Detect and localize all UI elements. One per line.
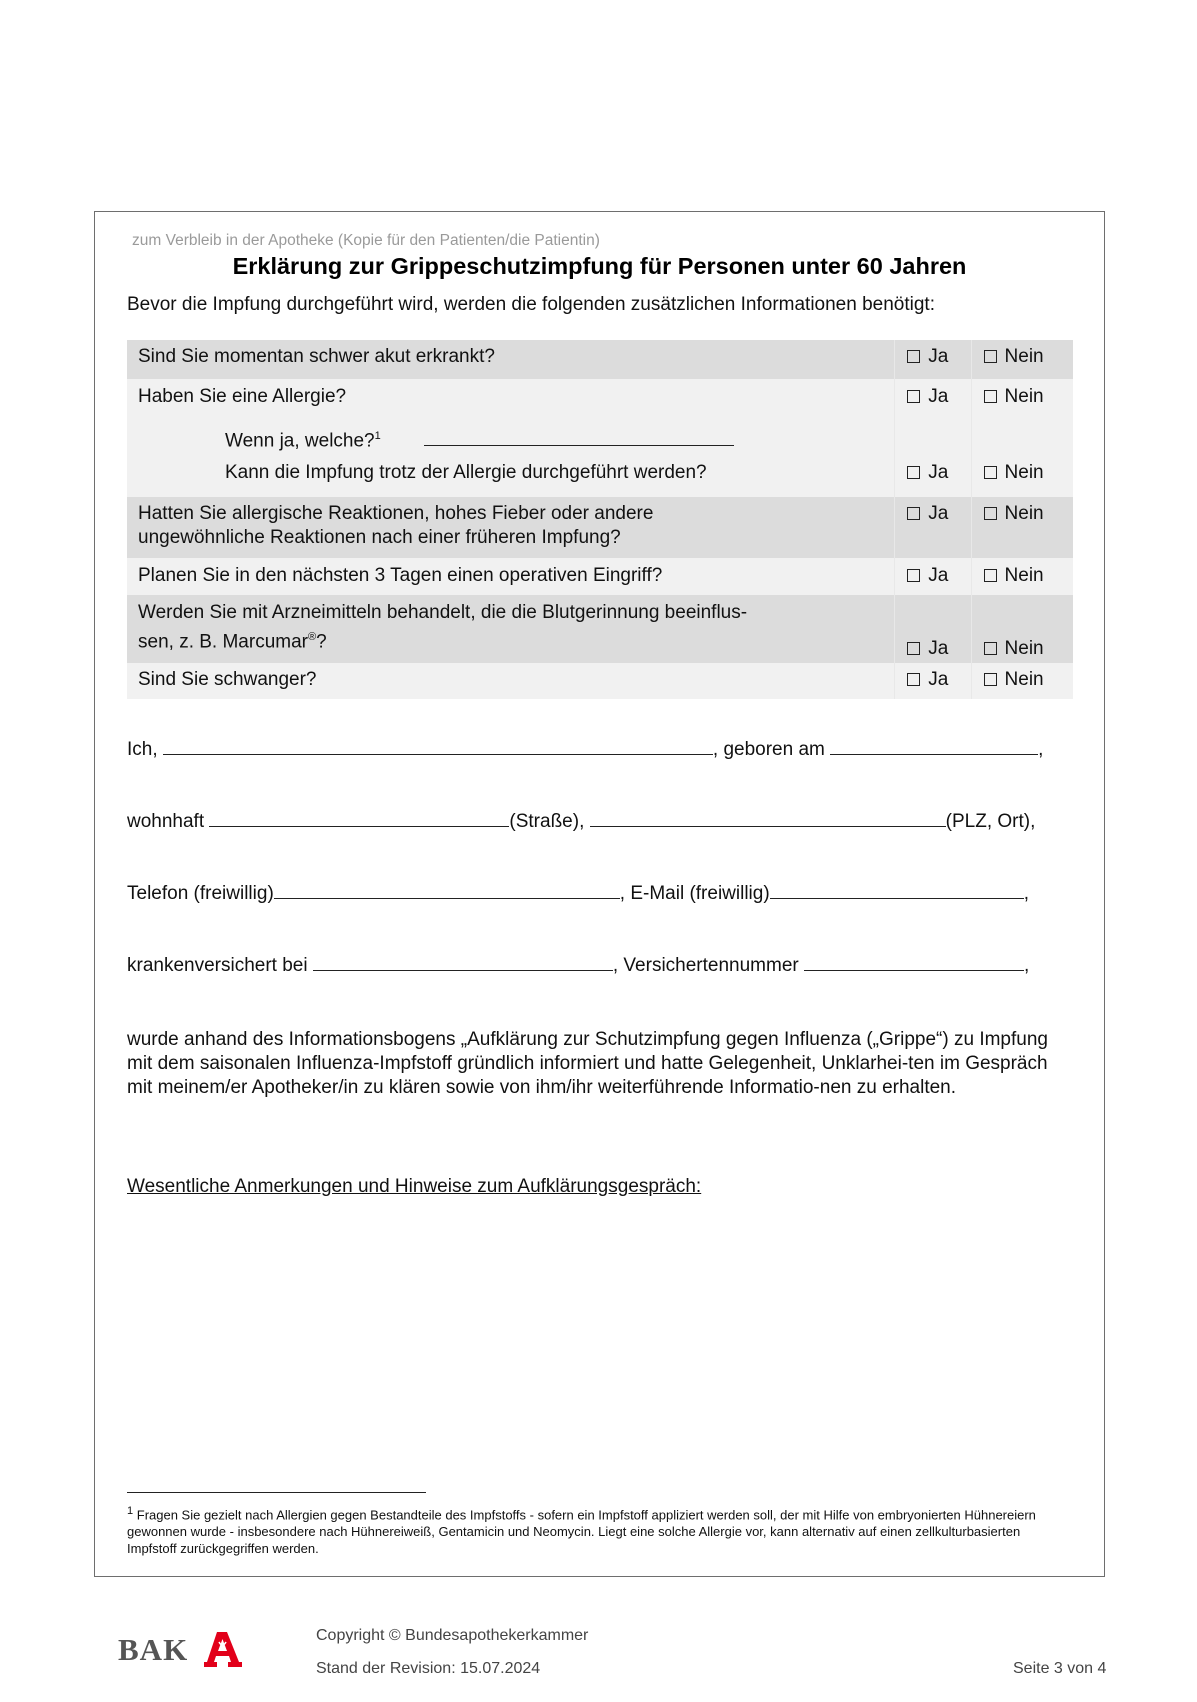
no-option[interactable]: Nein xyxy=(971,663,1073,699)
checkbox-no[interactable] xyxy=(984,466,997,479)
checkbox-no[interactable] xyxy=(984,673,997,686)
question-row xyxy=(127,497,1073,558)
question-text: Sind Sie schwanger? xyxy=(127,663,895,699)
address-line: wohnhaft (Straße), (PLZ, Ort), xyxy=(127,808,1035,833)
consent-text: wurde anhand des Informationsbogens „Aufklärung zur Schutzimpfung gegen Influenza („Grippe“) zu Impfung mit dem saisonalen Influenza-Impfstoff gründlich informiert und hatte Gelegenheit, Unklarhei-ten im Gespräch mit meinem/er Apotheker/in zu klären sowie von ihm/ihr weiterführende Informatio-nen zu erhalten. xyxy=(127,1029,1048,1098)
question-text: Planen Sie in den nächsten 3 Tagen einen operativen Eingriff? xyxy=(127,558,895,595)
name-input[interactable] xyxy=(163,736,713,755)
contact-line: Telefon (freiwillig) , E-Mail (freiwillig) , xyxy=(127,880,1029,905)
no-option[interactable]: Nein xyxy=(971,461,1073,497)
question-row xyxy=(127,595,1073,663)
checkbox-yes[interactable] xyxy=(907,569,920,582)
yes-option[interactable]: Ja xyxy=(895,558,971,595)
question-text: Sind Sie momentan schwer akut erkrankt? xyxy=(127,340,895,379)
yes-option[interactable]: Ja xyxy=(895,497,971,558)
footnote-divider xyxy=(127,1492,426,1493)
question-row xyxy=(127,558,1073,595)
checkbox-yes[interactable] xyxy=(907,350,920,363)
question-row xyxy=(127,461,1073,497)
no-option[interactable]: Nein xyxy=(971,497,1073,558)
question-subitem xyxy=(127,461,895,497)
copyright: Copyright © Bundesapothekerkammer xyxy=(316,1627,589,1644)
birthdate-input[interactable] xyxy=(830,736,1038,755)
revision-date: Stand der Revision: 15.07.2024 xyxy=(316,1660,541,1677)
yes-option[interactable]: Ja xyxy=(895,379,971,422)
checkbox-yes[interactable] xyxy=(907,673,920,686)
checkbox-yes[interactable] xyxy=(907,642,920,655)
checkbox-yes[interactable] xyxy=(907,507,920,520)
city-input[interactable] xyxy=(590,808,946,827)
intro-text: Bevor die Impfung durchgeführt wird, werden die folgenden zusätzlichen Informationen benötigt: xyxy=(127,294,935,315)
checkbox-no[interactable] xyxy=(984,569,997,582)
footnote-text: Fragen Sie gezielt nach Allergien gegen Bestandteile des Impfstoffs - sofern ein Impfstoff appliziert werden soll, der mit Hilfe von embryonierten Hühnereiern gewonnen wurde - insbesondere nach Hühnereiweiß, Gentamicin und Neomycin. Liegt eine solche Allergie vor, kann alternativ auf einen zellkulturbasierten Impfstoff zurückgegriffen werden. xyxy=(127,1507,1036,1557)
questionnaire-table xyxy=(127,340,1073,699)
no-option[interactable]: Nein xyxy=(971,340,1073,379)
logo-text: BAK xyxy=(118,1632,189,1667)
email-input[interactable] xyxy=(770,880,1024,899)
footnote-ref: 1 xyxy=(374,430,381,442)
page-title: Erklärung zur Grippeschutzimpfung für Personen unter 60 Jahren xyxy=(232,253,967,279)
question-row xyxy=(127,379,1073,422)
copy-note: zum Verbleib in der Apotheke (Kopie für den Patienten/die Patientin) xyxy=(132,232,600,249)
yes-option[interactable]: Ja xyxy=(895,595,971,663)
question-row xyxy=(127,422,1073,461)
question-text: Wenn ja, welche? xyxy=(225,430,375,452)
no-option[interactable]: Nein xyxy=(971,379,1073,422)
question-subitem xyxy=(127,422,895,461)
yes-option[interactable]: Ja xyxy=(895,663,971,699)
insurance-number-input[interactable] xyxy=(804,952,1024,971)
question-text: Werden Sie mit Arzneimitteln behandelt, die die Blutgerinnung beeinflus- sen, z. B. Marcumar®? xyxy=(127,595,895,663)
no-option[interactable]: Nein xyxy=(971,558,1073,595)
question-text: Haben Sie eine Allergie? xyxy=(127,379,895,422)
checkbox-no[interactable] xyxy=(984,350,997,363)
insurance-line: krankenversichert bei , Versichertennummer , xyxy=(127,952,1029,977)
question-row xyxy=(127,663,1073,699)
question-text: Kann die Impfung trotz der Allergie durchgeführt werden? xyxy=(225,462,707,483)
phone-input[interactable] xyxy=(274,880,620,899)
street-input[interactable] xyxy=(209,808,509,827)
checkbox-no[interactable] xyxy=(984,642,997,655)
allergy-input[interactable] xyxy=(424,427,734,446)
checkbox-no[interactable] xyxy=(984,507,997,520)
footnote-marker: 1 xyxy=(127,1505,134,1517)
name-line: Ich, , geboren am , xyxy=(127,736,1043,761)
yes-option[interactable]: Ja xyxy=(895,461,971,497)
apotheke-a-icon xyxy=(203,1630,243,1668)
notes-heading: Wesentliche Anmerkungen und Hinweise zum Aufklärungsgespräch: xyxy=(127,1176,702,1197)
no-option[interactable]: Nein xyxy=(971,595,1073,663)
insurer-input[interactable] xyxy=(313,952,613,971)
checkbox-yes[interactable] xyxy=(907,390,920,403)
yes-option[interactable]: Ja xyxy=(895,340,971,379)
checkbox-yes[interactable] xyxy=(907,466,920,479)
page-number: Seite 3 von 4 xyxy=(1013,1660,1107,1677)
checkbox-no[interactable] xyxy=(984,390,997,403)
footnote xyxy=(127,1503,1072,1557)
question-row xyxy=(127,340,1073,379)
question-text: Hatten Sie allergische Reaktionen, hohes Fieber oder andere ungewöhnliche Reaktionen nach einer früheren Impfung? xyxy=(127,497,895,558)
